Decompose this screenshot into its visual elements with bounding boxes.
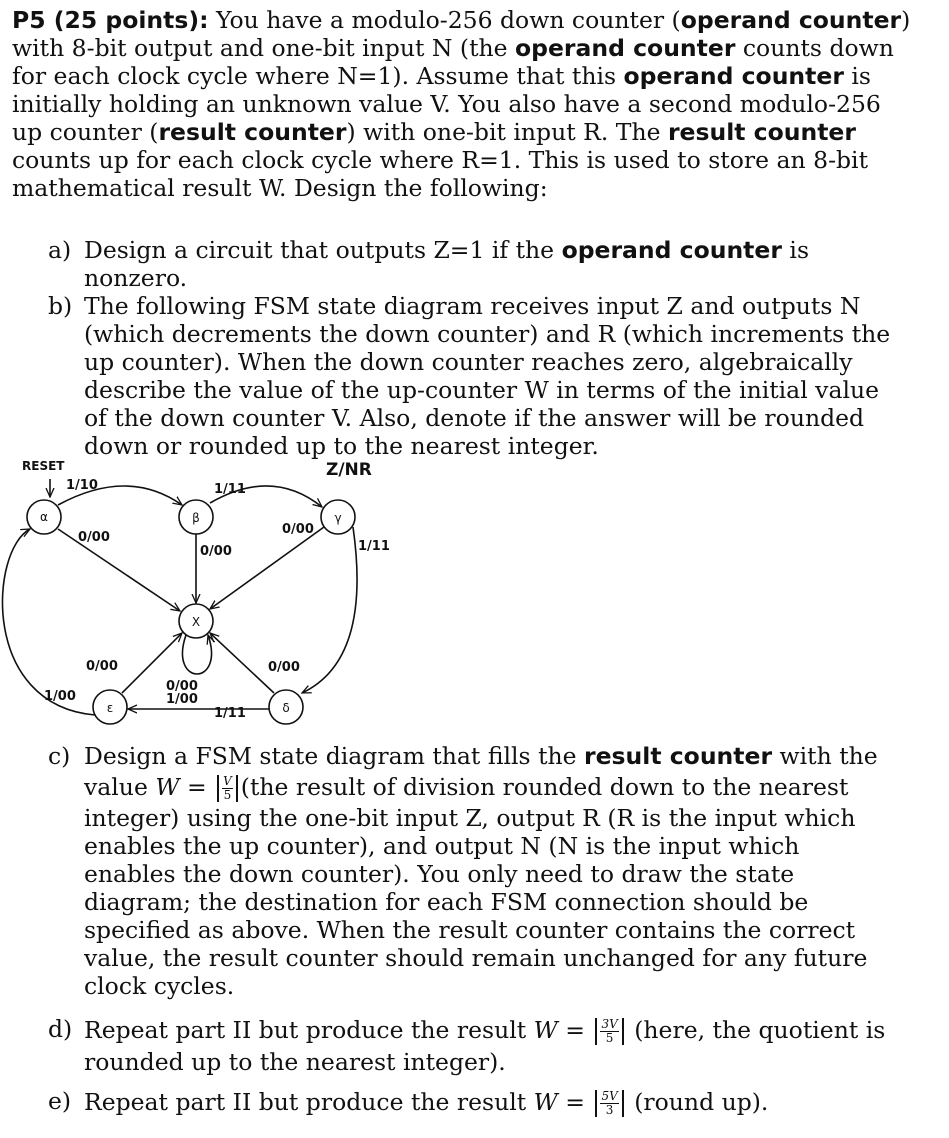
edge-label-beta-gamma: 1/11 bbox=[214, 482, 246, 497]
edge-label-epsilon-alpha: 1/00 bbox=[44, 689, 76, 704]
edge-label-delta-chi: 0/00 bbox=[268, 660, 300, 675]
state-beta-label: β bbox=[192, 511, 200, 525]
fsm-diagram bbox=[0, 455, 949, 735]
edge-epsilon-alpha bbox=[2, 529, 95, 715]
edge-label-delta-epsilon: 1/11 bbox=[214, 706, 246, 721]
intro-line-5: up counter (result counter) with one-bit input R. The result counter bbox=[12, 118, 856, 146]
edge-label-alpha-chi: 0/00 bbox=[78, 530, 110, 545]
state-chi-label: X bbox=[191, 615, 201, 629]
edge-label-gamma-chi: 0/00 bbox=[282, 522, 314, 537]
edge-label-beta-chi: 0/00 bbox=[200, 544, 232, 559]
part-a-label: a) bbox=[48, 236, 72, 264]
edge-alpha-chi bbox=[58, 529, 180, 611]
diagram-header: Z/NR bbox=[326, 460, 372, 480]
state-epsilon-label: ε bbox=[106, 701, 114, 715]
intro-line-2: with 8-bit output and one-bit input N (the operand counter counts down bbox=[12, 34, 894, 62]
part-e-label: e) bbox=[48, 1087, 72, 1115]
edge-chi-self bbox=[182, 635, 211, 674]
intro-line-3: for each clock cycle where N=1). Assume that this operand counter is bbox=[12, 62, 871, 90]
edge-gamma-delta bbox=[302, 527, 357, 693]
ceil-fraction-5v-over-3: $\frac{5V}{3}$ bbox=[595, 1090, 623, 1117]
part-b-label: b) bbox=[48, 292, 73, 320]
state-delta-label: δ bbox=[282, 701, 290, 715]
intro-line-6: counts up for each clock cycle where R=1. This is used to store an 8-bit bbox=[12, 146, 869, 174]
part-a-text: Design a circuit that outputs Z=1 if the operand counter is nonzero. bbox=[84, 236, 809, 292]
intro-line-4: initially holding an unknown value V. You also have a second modulo-256 bbox=[12, 90, 881, 118]
intro-line-7: mathematical result W. Design the following: bbox=[12, 174, 548, 202]
part-c-text: Design a FSM state diagram that fills the result counter with the value W = $\frac{V}{5}$ (the result of division rounded down to the nearest integer) using the one-bit input Z, output R (R is the input which enables the up counter), and output N (N is the input which enables the down counter). You only need to draw the state diagram; the destination for each FSM connection should be specified as above. When the result counter contains the correct value, the result counter should remain unchanged for any future clock cycles. bbox=[84, 742, 878, 1000]
state-alpha-label: α bbox=[40, 510, 48, 524]
edge-label-chi-self-1: 1/00 bbox=[166, 692, 198, 707]
edge-delta-chi bbox=[210, 633, 274, 693]
edge-label-alpha-beta: 1/10 bbox=[66, 478, 98, 493]
edge-gamma-chi bbox=[210, 527, 324, 609]
state-gamma-label: γ bbox=[334, 511, 342, 525]
intro-line-1: P5 (25 points): You have a modulo-256 down counter (operand counter) bbox=[12, 6, 911, 34]
part-b-text: The following FSM state diagram receives input Z and outputs N (which decrements the down counter) and R (which increments the up counter). When the down counter reaches zero, algebraically describe the value of the up-counter W in terms of the initial value of the down counter V. Also, denote if the answer will be rounded down or rounded up to the nearest integer. bbox=[84, 292, 891, 460]
problem-intro bbox=[12, 6, 937, 202]
part-d-label: d) bbox=[48, 1015, 73, 1043]
problem-label: P5 (25 points): bbox=[12, 6, 209, 34]
part-c-label: c) bbox=[48, 742, 71, 770]
part-d-text: Repeat part II but produce the result W = $\frac{3V}{5}$ (here, the quotient is rounded up to the nearest integer). bbox=[84, 1016, 886, 1076]
edge-label-gamma-delta: 1/11 bbox=[358, 539, 390, 554]
edge-label-epsilon-chi: 0/00 bbox=[86, 659, 118, 674]
part-e-text: Repeat part II but produce the result W = $\frac{5V}{3}$ (round up). bbox=[84, 1088, 769, 1117]
floor-fraction-v-over-5: $\frac{V}{5}$ bbox=[217, 775, 238, 802]
reset-label: RESET bbox=[22, 459, 65, 473]
edge-label-chi-self-0: 0/00 bbox=[166, 679, 198, 694]
ceil-fraction-3v-over-5: $\frac{3V}{5}$ bbox=[595, 1018, 623, 1045]
